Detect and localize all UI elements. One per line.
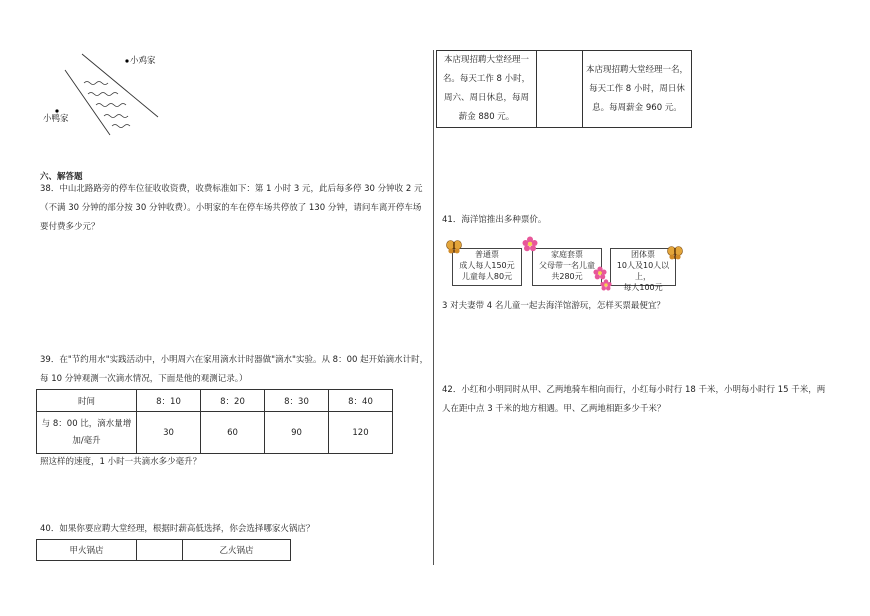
table-header-cell: 8：20 <box>201 390 265 412</box>
ticket-line: 10人及10人以上， <box>616 261 670 281</box>
question-39-line: 每 10 分钟观测一次滴水情况，下面是他的观测记录。） <box>40 374 248 384</box>
map-diagram <box>40 50 190 140</box>
question-42 <box>442 381 825 419</box>
table-row <box>437 51 692 128</box>
butterfly-icon <box>446 240 462 254</box>
ticket-line: 成人每人150元 <box>459 261 515 270</box>
blank-cell <box>537 51 583 128</box>
notice-line: 本店现招聘大堂经理一 <box>443 55 529 65</box>
table-row <box>37 540 291 561</box>
ticket-title: 家庭套票 <box>551 250 583 259</box>
notice-line: 每天工作 8 小时，周日休 <box>589 83 685 94</box>
table-row-label <box>37 412 137 454</box>
shop-b-notice <box>583 51 692 128</box>
table-header-cell: 时间 <box>37 390 137 412</box>
notice-line: 名。每天工作 8 小时， <box>442 74 531 84</box>
question-40: 40．如果你要应聘大堂经理，根据时薪高低选择，你会选择哪家火锅店？ <box>40 524 315 534</box>
column-divider <box>433 50 434 565</box>
ticket-line: 共280元 <box>551 272 583 281</box>
notice-line: 周六、周日休息，每周 <box>443 93 529 103</box>
ticket-title: 普通票 <box>475 250 499 259</box>
ticket-regular <box>452 248 522 286</box>
duck-home-label: 小鸭家 <box>43 114 69 124</box>
table-header-cell: 8：40 <box>329 390 393 412</box>
ticket-family <box>532 248 602 286</box>
blank-cell <box>137 540 183 561</box>
drip-record-table <box>36 389 393 454</box>
river-bank-lower <box>65 70 110 135</box>
recruitment-table <box>436 50 692 128</box>
notice-line: 息。每周薪金 960 元。 <box>592 102 682 113</box>
question-38-line: （不满 30 分钟的部分按 30 分钟收费）。小明家的车在停车场共停放了 130 分钟，请问车离开停车场 <box>40 203 422 213</box>
section-title: 六、解答题 <box>40 172 83 182</box>
question-38-line: 38．中山北路路旁的停车位征收收资费，收费标准如下：第 1 小时 3 元，此后每多停 30 分钟收 2 元 <box>40 184 423 194</box>
question-42-line: 人在距中点 3 千米的地方相遇。甲、乙两地相距多少千米？ <box>442 404 666 414</box>
chick-home-label: 小鸡家 <box>130 56 156 66</box>
table-header-cell: 8：10 <box>137 390 201 412</box>
ticket-line: 父母带一名儿童 <box>539 261 595 270</box>
notice-line: 本店现招聘大堂经理一名， <box>585 64 688 75</box>
ticket-line: 儿童每人80元 <box>461 272 513 281</box>
question-39 <box>40 351 428 389</box>
table-cell: 60 <box>201 412 265 454</box>
ticket-line: 每人100元 <box>623 283 663 292</box>
flower-icon <box>522 236 538 252</box>
chick-home-dot <box>125 59 128 62</box>
shop-a-cell: 甲火锅店 <box>37 540 137 561</box>
flower-icon <box>593 266 607 280</box>
butterfly-icon <box>667 246 683 260</box>
shop-table <box>36 539 291 561</box>
duck-home-dot <box>55 109 58 112</box>
row-label-line: 加/毫升 <box>72 435 101 446</box>
notice-line: 薪金 880 元。 <box>458 112 515 122</box>
table-cell: 30 <box>137 412 201 454</box>
question-39-line: 39．在"节约用水"实践活动中，小明周六在家用滴水计时器做"滴水"实验。从 8：00 起开始滴水计时， <box>40 355 429 365</box>
table-header-cell: 8：30 <box>265 390 329 412</box>
question-41: 41．海洋馆推出多种票价。 <box>442 215 547 225</box>
question-39-ask: 照这样的速度，1 小时一共滴水多少毫升？ <box>40 457 202 467</box>
row-label-line: 与 8：00 比，滴水量增 <box>41 418 132 429</box>
question-41-ask: 3 对夫妻带 4 名儿童一起去海洋馆游玩，怎样买票最便宜？ <box>442 301 665 311</box>
flower-icon <box>600 279 612 291</box>
table-row <box>37 390 393 412</box>
table-row <box>37 412 393 454</box>
question-38 <box>40 180 422 237</box>
table-cell: 90 <box>265 412 329 454</box>
ticket-title: 团体票 <box>631 250 655 259</box>
question-42-line: 42．小红和小明同时从甲、乙两地骑车相向而行，小红每小时行 18 千米，小明每小时行 15 千米，两 <box>442 385 826 395</box>
shop-a-notice <box>437 51 537 128</box>
table-cell: 120 <box>329 412 393 454</box>
shop-b-cell: 乙火锅店 <box>183 540 291 561</box>
question-38-line: 要付费多少元？ <box>40 222 100 232</box>
